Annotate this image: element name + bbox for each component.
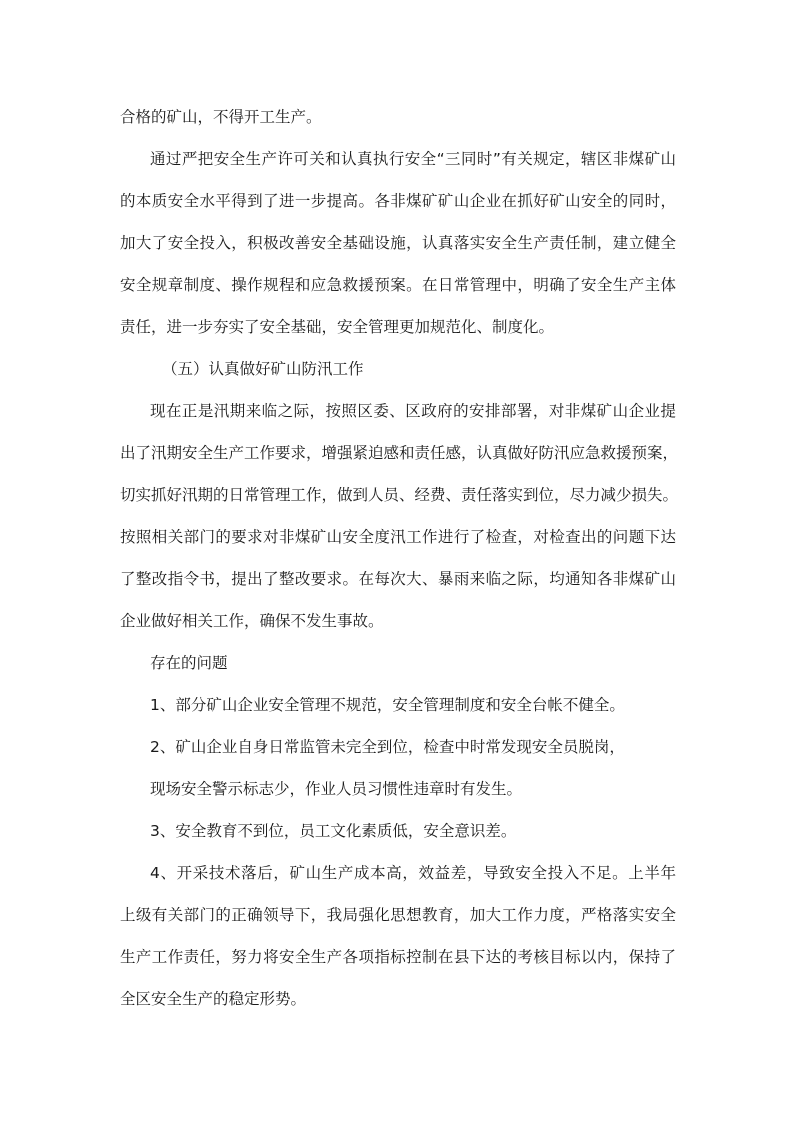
text-line: 按照相关部门的要求对非煤矿山安全度汛工作进行了检查，对检查出的问题下达 — [120, 528, 676, 546]
text-line: 全区安全生产的稳定形势。 — [120, 990, 307, 1008]
text-line: 安全规章制度、操作规程和应急救援预案。在日常管理中，明确了安全生产主体 — [120, 276, 676, 294]
text-line: 企业做好相关工作，确保不发生事故。 — [120, 612, 384, 630]
text-line: 责任，进一步夯实了安全基础，安全管理更加规范化、制度化。 — [120, 318, 555, 336]
text-line: 出了汛期安全生产工作要求，增强紧迫感和责任感，认真做好防汛应急救援预案， — [120, 444, 679, 462]
list-item: 4、开采技术落后，矿山生产成本高，效益差，导致安全投入不足。上半年 — [150, 864, 676, 882]
list-item: 3、安全教育不到位，员工文化素质低，安全意识差。 — [150, 822, 517, 840]
text-line: 切实抓好汛期的日常管理工作，做到人员、经费、责任落实到位，尽力减少损失。 — [120, 486, 679, 504]
text-line: 合格的矿山，不得开工生产。 — [120, 108, 322, 126]
list-item-continuation: 现场安全警示标志少，作业人员习惯性违章时有发生。 — [150, 780, 523, 798]
paragraph-first-line: 现在正是汛期来临之际，按照区委、区政府的安排部署，对非煤矿山企业提 — [150, 402, 676, 420]
text-line: 了整改指令书，提出了整改要求。在每次大、暴雨来临之际，均通知各非煤矿山 — [120, 570, 676, 588]
section-heading: （五）认真做好矿山防汛工作 — [162, 360, 364, 378]
list-item: 1、部分矿山企业安全管理不规范，安全管理制度和安全台帐不健全。 — [150, 696, 625, 714]
subheading-problems: 存在的问题 — [150, 654, 228, 672]
paragraph-first-line: 通过严把安全生产许可关和认真执行安全“三同时”有关规定，辖区非煤矿山 — [150, 150, 676, 168]
text-line: 加大了安全投入，积极改善安全基础设施，认真落实安全生产责任制，建立健全 — [120, 234, 676, 252]
list-item: 2、矿山企业自身日常监管未完全到位，检查中时常发现安全员脱岗， — [150, 738, 625, 756]
text-line: 生产工作责任，努力将安全生产各项指标控制在县下达的考核目标以内，保持了 — [120, 948, 676, 966]
text-line: 的本质安全水平得到了进一步提高。各非煤矿矿山企业在抓好矿山安全的同时， — [120, 192, 676, 210]
text-line: 上级有关部门的正确领导下，我局强化思想教育，加大工作力度，严格落实安全 — [120, 906, 676, 924]
